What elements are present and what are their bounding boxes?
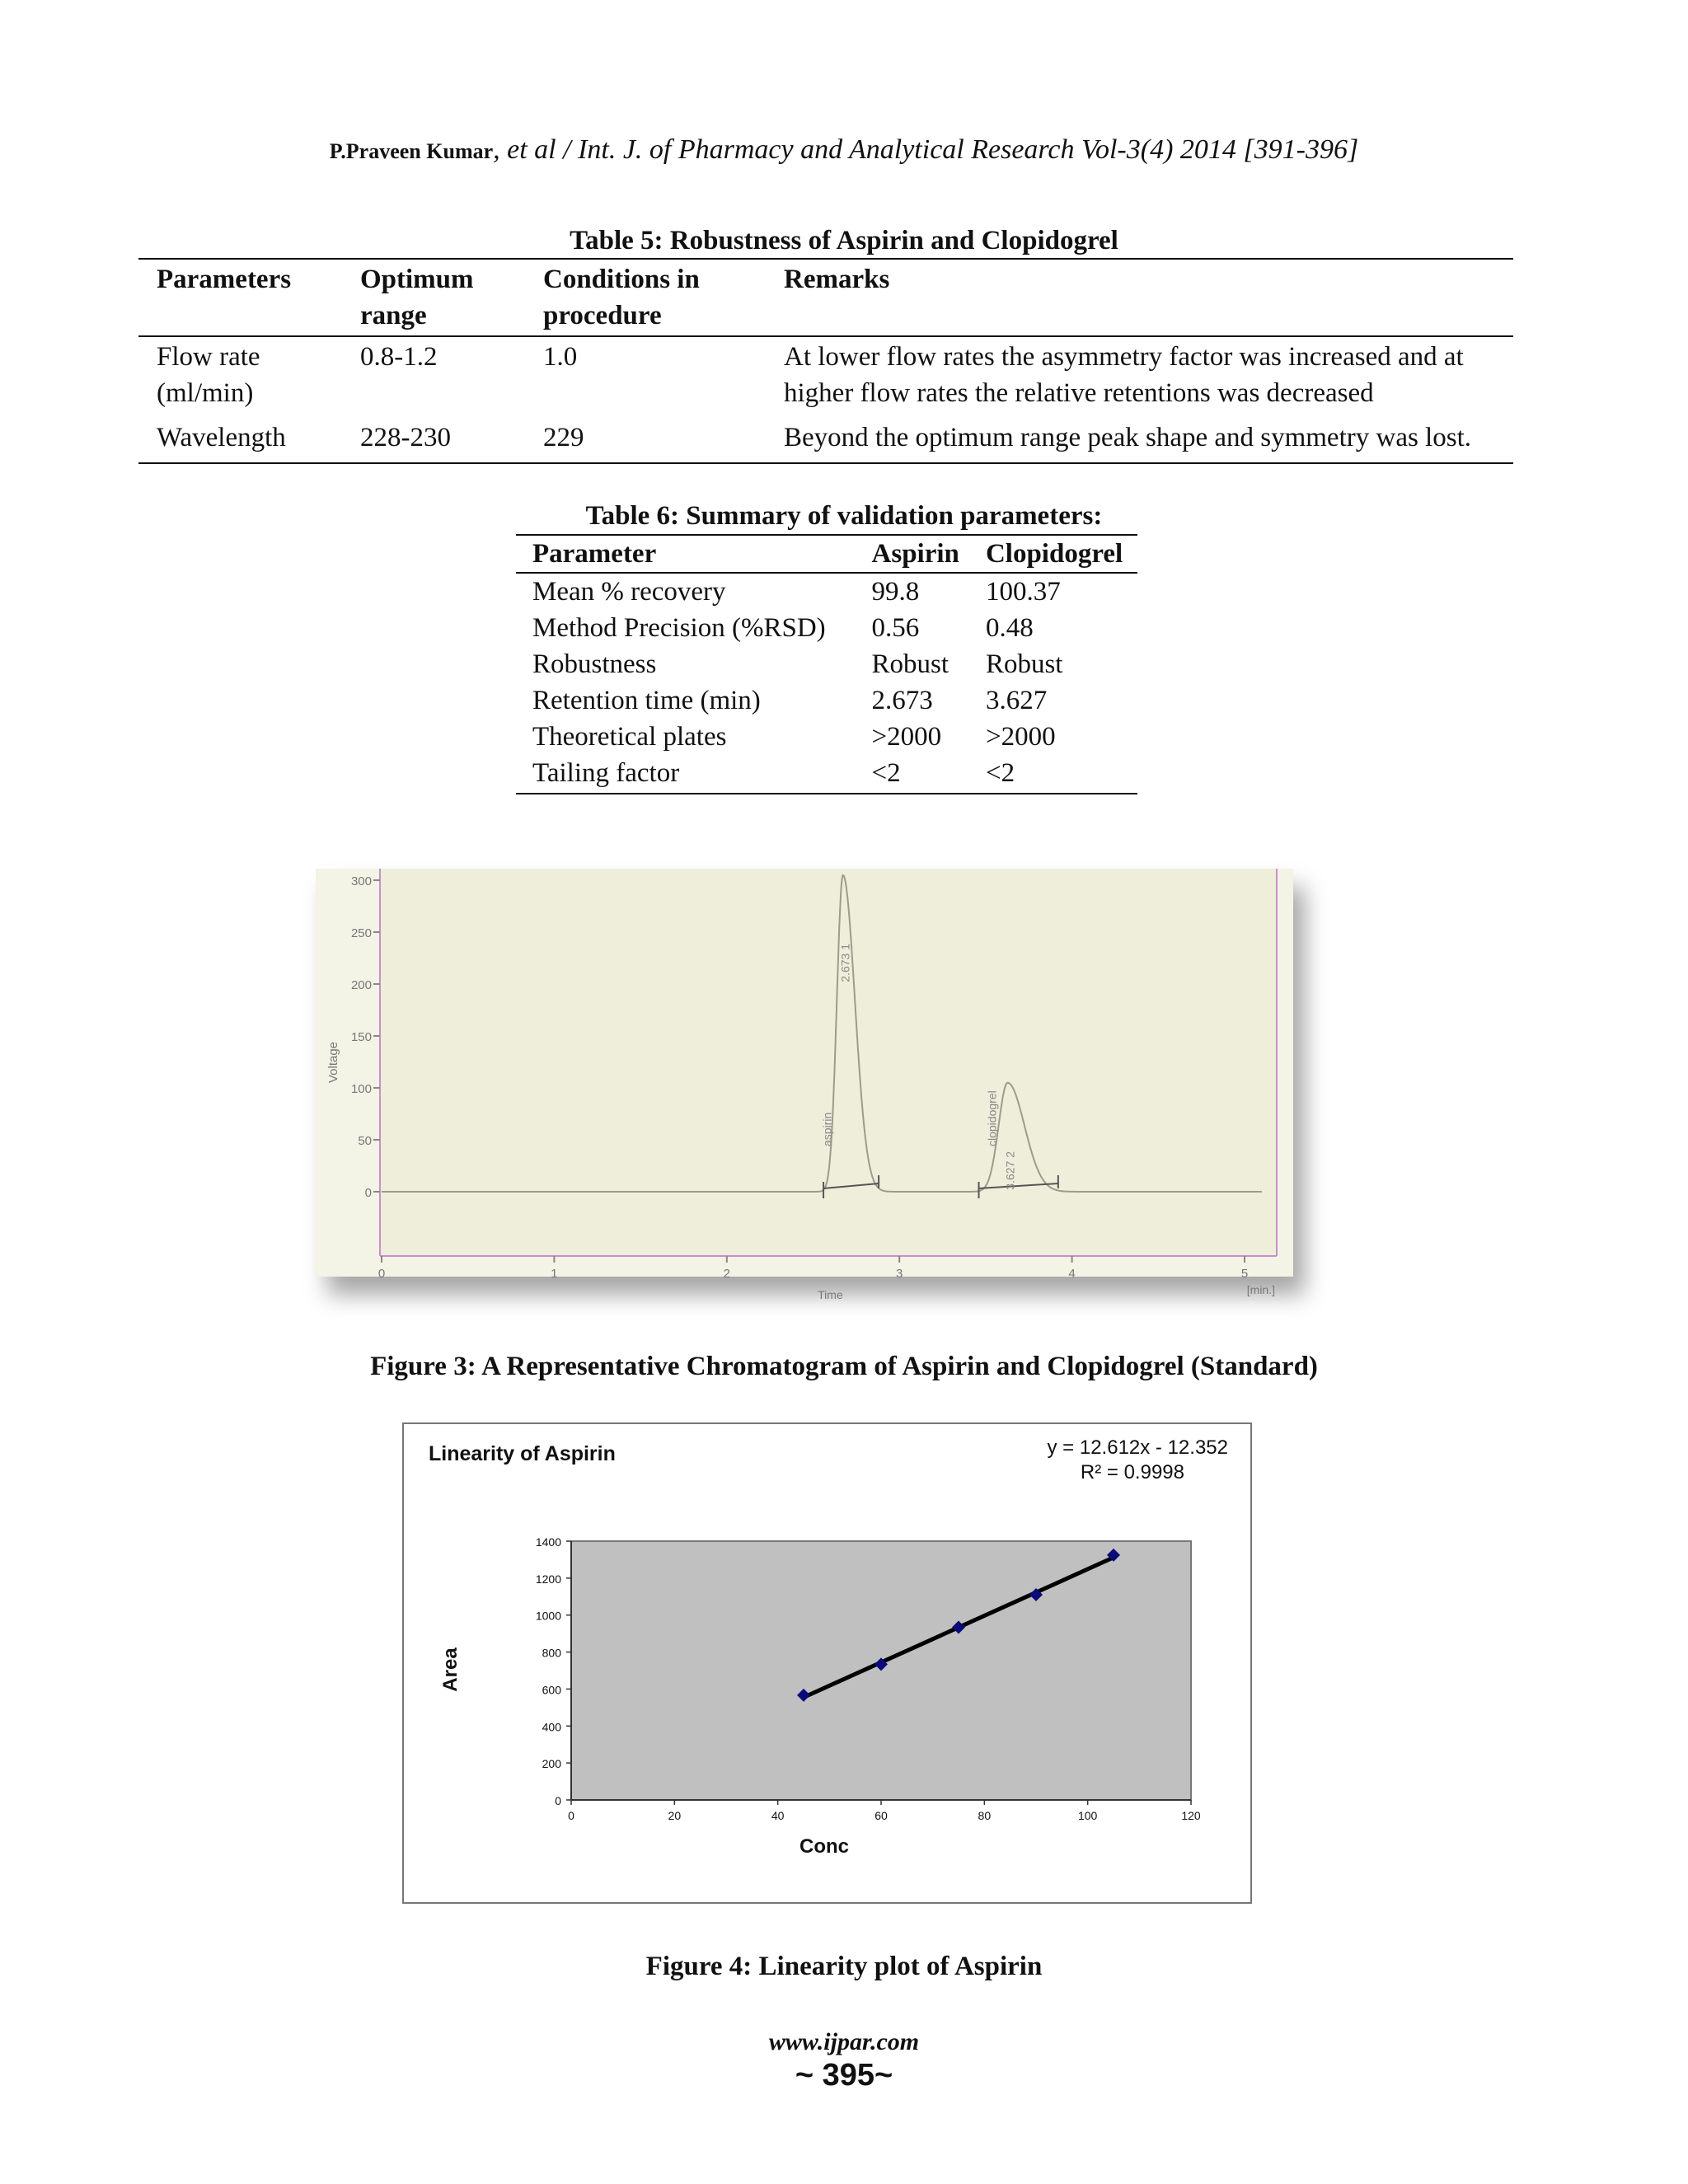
figure4-caption: Figure 4: Linearity plot of Aspirin: [645, 1952, 1043, 1981]
table-cell: 0.48: [985, 613, 1034, 643]
table-row: [138, 418, 1513, 463]
chromatogram-y-tick-label: 250: [350, 926, 372, 940]
table-row: [516, 573, 1137, 610]
table6-header-cell: Aspirin: [871, 539, 959, 569]
table-cell: Robust: [985, 649, 1063, 679]
peak-retention-label: 2.673 1: [838, 943, 852, 982]
chromatogram-chart: [316, 869, 1293, 1301]
table-cell: 3.627: [985, 686, 1048, 715]
trendline-equation: y = 12.612x - 12.352: [1047, 1436, 1228, 1459]
linearity-x-axis-label: Conc: [799, 1835, 849, 1858]
chromatogram-x-tick-label: 2: [723, 1267, 730, 1281]
linearity-y-tick-label: 200: [542, 1757, 561, 1771]
chromatogram-y-tick-label: 200: [350, 978, 372, 992]
chromatogram-figure: [316, 869, 1293, 1301]
table5-header-cell: Parameters: [157, 265, 292, 294]
table-cell: >2000: [985, 722, 1056, 752]
chromatogram-plot-area: [380, 869, 1277, 1256]
table-cell: At lower flow rates the asymmetry factor was increased and at higher flow rates the relative retentions was decreased: [784, 342, 1464, 408]
table-cell: 2.673: [871, 686, 933, 715]
table-cell: 100.37: [985, 577, 1061, 607]
page-number: ~ 395~: [795, 2058, 893, 2093]
linearity-chart: [404, 1424, 1250, 1902]
table-cell: Mean % recovery: [532, 577, 726, 607]
table-cell: Method Precision (%RSD): [532, 613, 826, 643]
chromatogram-x-tick-label: 4: [1068, 1267, 1076, 1281]
running-header: [0, 132, 1688, 170]
table5-header-cell: Conditions in procedure: [543, 265, 700, 330]
chromatogram-y-tick-label: 50: [358, 1134, 372, 1148]
linearity-x-tick-label: 0: [568, 1809, 574, 1822]
table-cell: 0.8-1.2: [360, 342, 438, 372]
table-cell: >2000: [871, 722, 942, 752]
header-author: P.Praveen Kumar: [329, 139, 494, 163]
peak-name-label: clopidogrel: [985, 1090, 999, 1146]
linearity-chart-title: Linearity of Aspirin: [429, 1442, 616, 1465]
chromatogram-x-tick-label: 1: [551, 1267, 558, 1281]
header-citation: , et al / Int. J. of Pharmacy and Analytical Research Vol-3(4) 2014 [391-396]: [493, 134, 1359, 165]
chromatogram-x-unit-label: [min.]: [1246, 1283, 1275, 1296]
chromatogram-y-tick-label: 100: [350, 1082, 372, 1096]
linearity-x-tick-label: 40: [771, 1809, 785, 1822]
table-cell: Beyond the optimum range peak shape and symmetry was lost.: [784, 423, 1471, 452]
table6-header-cell: Parameter: [532, 539, 657, 569]
chromatogram-x-axis-label: Time: [818, 1288, 843, 1301]
table5-header-cell: Remarks: [784, 265, 890, 294]
table-row: [516, 610, 1137, 646]
table6-validation-summary: [516, 534, 1137, 794]
linearity-x-tick-label: 60: [874, 1809, 888, 1822]
figure3-caption: Figure 3: A Representative Chromatogram of Aspirin and Clopidogrel (Standard): [370, 1352, 1318, 1381]
table6-header-cell: Clopidogrel: [985, 539, 1123, 569]
table-cell: Flow rate (ml/min): [157, 342, 260, 408]
footer-url: www.ijpar.com: [768, 2028, 920, 2055]
table-cell: 0.56: [871, 613, 920, 643]
linearity-y-tick-label: 0: [555, 1794, 561, 1807]
table-cell: Robustness: [532, 649, 657, 679]
linearity-figure: [402, 1422, 1252, 1904]
table5-caption: Table 5: Robustness of Aspirin and Clopidogrel: [570, 226, 1118, 255]
table-cell: <2: [985, 758, 1015, 788]
table-cell: <2: [871, 758, 901, 788]
linearity-x-tick-label: 20: [668, 1809, 682, 1822]
linearity-y-axis-label: Area: [439, 1647, 462, 1692]
table-cell: 99.8: [871, 577, 920, 607]
chromatogram-y-tick-label: 0: [364, 1186, 372, 1200]
table-cell: Wavelength: [157, 423, 286, 452]
chromatogram-x-tick-label: 5: [1240, 1267, 1249, 1281]
table-row: [516, 755, 1137, 794]
table-row: [516, 646, 1137, 682]
table-cell: Tailing factor: [532, 758, 680, 788]
table-row: [516, 682, 1137, 719]
table-row: [516, 719, 1137, 755]
linearity-x-tick-label: 100: [1077, 1809, 1098, 1822]
table-cell: 229: [543, 423, 584, 452]
linearity-x-tick-label: 80: [978, 1809, 992, 1822]
peak-name-label: aspirin: [820, 1112, 834, 1146]
table-cell: 228-230: [360, 423, 451, 452]
chromatogram-x-tick-label: 0: [377, 1267, 386, 1281]
linearity-y-tick-label: 1000: [535, 1609, 561, 1623]
r-squared-value: R² = 0.9998: [1080, 1461, 1184, 1483]
chromatogram-y-tick-label: 300: [350, 874, 372, 888]
linearity-y-tick-label: 1200: [535, 1572, 561, 1586]
table5-header-cell: Optimum range: [360, 265, 474, 330]
table6-header-row: [516, 535, 1137, 573]
table-row: [138, 336, 1513, 418]
table-cell: 1.0: [543, 342, 578, 372]
table-cell: Theoretical plates: [532, 722, 727, 752]
table-cell: Robust: [871, 649, 950, 679]
linearity-y-tick-label: 600: [542, 1683, 561, 1697]
linearity-y-tick-label: 800: [542, 1646, 561, 1660]
chromatogram-x-tick-label: 3: [896, 1267, 903, 1281]
table5-header-row: [138, 259, 1513, 336]
chromatogram-y-axis-label: Voltage: [326, 1041, 340, 1084]
table5-robustness: [138, 258, 1513, 464]
linearity-y-tick-label: 1400: [535, 1535, 561, 1549]
chromatogram-y-tick-label: 150: [350, 1030, 372, 1044]
table6-caption: Table 6: Summary of validation parameters:: [585, 501, 1103, 531]
linearity-y-tick-label: 400: [542, 1720, 561, 1734]
table-cell: Retention time (min): [532, 686, 761, 715]
linearity-x-tick-label: 120: [1181, 1809, 1201, 1822]
peak-retention-label: 3.627 2: [1003, 1151, 1017, 1190]
